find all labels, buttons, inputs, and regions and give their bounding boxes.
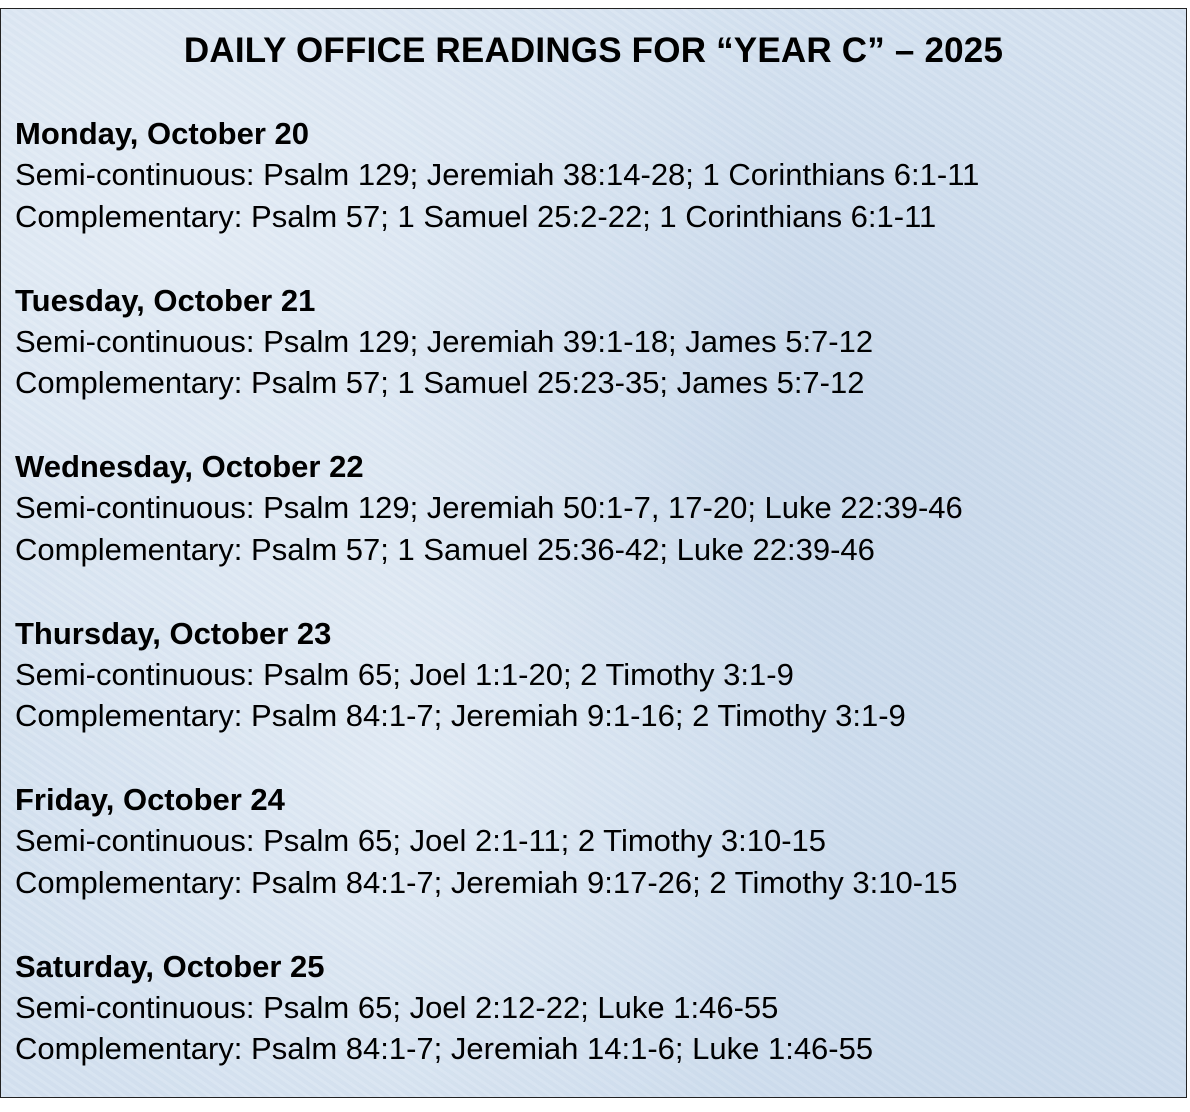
day-heading: Tuesday, October 21 bbox=[15, 280, 1176, 321]
semi-continuous-reading: Semi-continuous: Psalm 65; Joel 2:1-11; 2 Timothy 3:10-15 bbox=[15, 820, 1176, 862]
day-heading: Saturday, October 25 bbox=[15, 946, 1176, 987]
complementary-reading: Complementary: Psalm 84:1-7; Jeremiah 9:1-16; 2 Timothy 3:1-9 bbox=[15, 695, 1176, 737]
day-heading: Wednesday, October 22 bbox=[15, 446, 1176, 487]
days-list bbox=[15, 113, 1176, 1112]
semi-continuous-reading: Semi-continuous: Psalm 129; Jeremiah 50:1-7, 17-20; Luke 22:39-46 bbox=[15, 487, 1176, 529]
day-entry-wednesday bbox=[15, 446, 1176, 613]
day-entry-monday bbox=[15, 113, 1176, 280]
day-heading: Monday, October 20 bbox=[15, 113, 1176, 154]
complementary-reading: Complementary: Psalm 57; 1 Samuel 25:23-35; James 5:7-12 bbox=[15, 362, 1176, 404]
complementary-reading: Complementary: Psalm 57; 1 Samuel 25:2-22; 1 Corinthians 6:1-11 bbox=[15, 196, 1176, 238]
day-entry-saturday bbox=[15, 946, 1176, 1112]
day-entry-friday bbox=[15, 779, 1176, 946]
day-heading: Friday, October 24 bbox=[15, 779, 1176, 820]
day-entry-tuesday bbox=[15, 280, 1176, 447]
semi-continuous-reading: Semi-continuous: Psalm 129; Jeremiah 38:14-28; 1 Corinthians 6:1-11 bbox=[15, 154, 1176, 196]
page-title: DAILY OFFICE READINGS FOR “YEAR C” – 2025 bbox=[1, 31, 1186, 71]
complementary-reading: Complementary: Psalm 57; 1 Samuel 25:36-42; Luke 22:39-46 bbox=[15, 529, 1176, 571]
semi-continuous-reading: Semi-continuous: Psalm 65; Joel 1:1-20; 2 Timothy 3:1-9 bbox=[15, 654, 1176, 696]
semi-continuous-reading: Semi-continuous: Psalm 65; Joel 2:12-22; Luke 1:46-55 bbox=[15, 987, 1176, 1029]
complementary-reading: Complementary: Psalm 84:1-7; Jeremiah 14:1-6; Luke 1:46-55 bbox=[15, 1028, 1176, 1070]
readings-sheet bbox=[0, 8, 1187, 1098]
day-entry-thursday bbox=[15, 613, 1176, 780]
complementary-reading: Complementary: Psalm 84:1-7; Jeremiah 9:17-26; 2 Timothy 3:10-15 bbox=[15, 862, 1176, 904]
semi-continuous-reading: Semi-continuous: Psalm 129; Jeremiah 39:1-18; James 5:7-12 bbox=[15, 321, 1176, 363]
day-heading: Thursday, October 23 bbox=[15, 613, 1176, 654]
